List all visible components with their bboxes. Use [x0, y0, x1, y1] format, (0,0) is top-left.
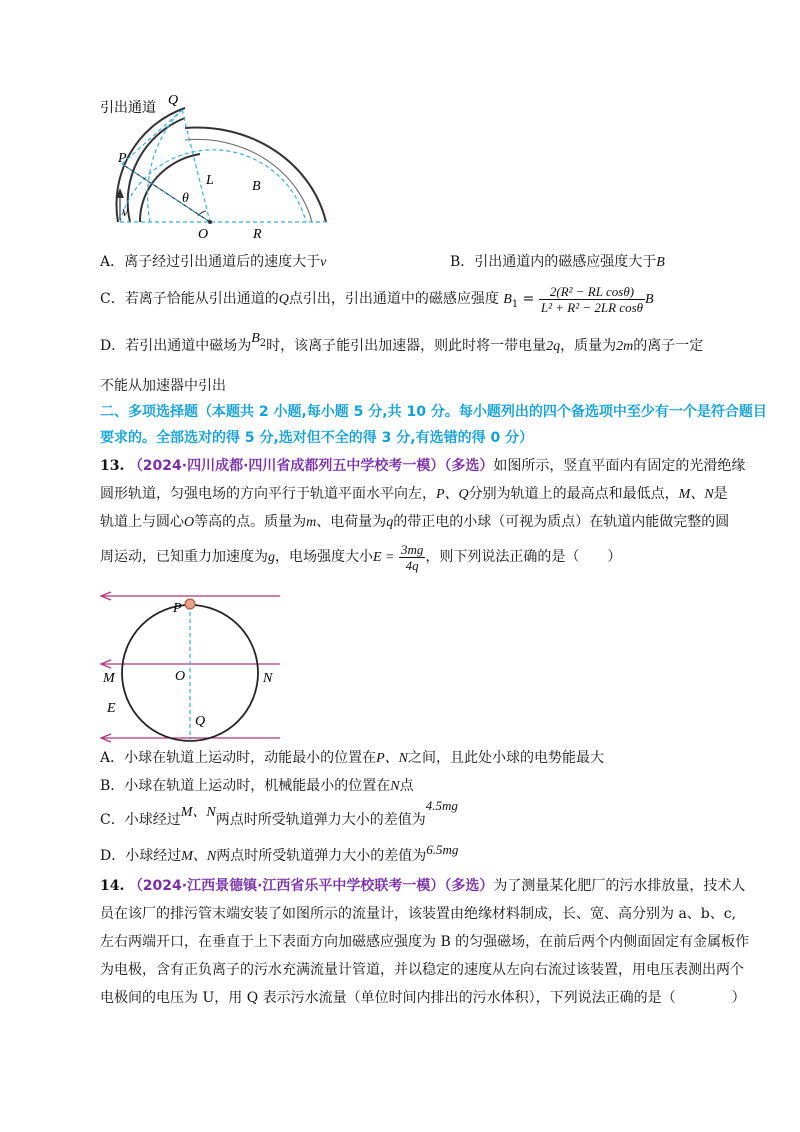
svg-text:N: N [263, 671, 273, 686]
q14-line5: 电极间的电压为 U，用 Q 表示污水流量（单位时间内排出的污水体积），下列说法正确的是（ ） [100, 990, 746, 1006]
svg-text:Q: Q [195, 714, 206, 729]
label-B: B [252, 179, 261, 194]
svg-text:P: P [173, 601, 182, 616]
cyclotron-figure [90, 90, 340, 240]
C-fraction: $\frac{\text{2(R² − RL cosθ)}}{\text{L² + R² − 2LR cosθ}}$ [540, 283, 644, 315]
label-theta: θ [182, 191, 189, 206]
label-v: v [122, 205, 129, 220]
q12-option-C[interactable]: C．若离子恰能从引出通道的Q点引出，引出通道中的磁感应强度 $B_1$ = $\frac{\text{2(R² − RL cosθ)}}{\text{L² + R² − 2LR cosθ}}$ B [100, 283, 654, 315]
channel-label: 引出通道 [100, 100, 156, 116]
q14-source: （2024·江西景德镇·江西省乐平中学校联考一模）（多选） [128, 878, 494, 894]
q13-option-B[interactable]: B．小球在轨道上运动时，机械能最小的位置在N点 [100, 778, 414, 794]
q13-option-A[interactable]: A．小球在轨道上运动时，动能最小的位置在P、N之间，且此处小球的电势能最大 [100, 750, 604, 766]
PQ-line [122, 110, 182, 164]
q14-line3: 左右两端开口，在垂直于上下表面方向加磁感应强度为 B 的匀强磁场，在前后两个内侧面固定有金属板作 [100, 934, 750, 950]
q13-line2: 圆形轨道，匀强电场的方向平行于轨道平面水平向左，P、Q分别为轨道上的最高点和最低点，M、N是 [100, 486, 728, 502]
q13-line4: 周运动，已知重力加速度为g，电场强度大小E = $\frac{3mg}{4q}$ ，则下列说法正确的是（ ） [100, 541, 622, 573]
q13-option-D[interactable]: D．小球经过M、N两点时所受轨道弹力大小的差值为6.5mg [100, 842, 459, 864]
q12-option-D[interactable]: D．若引出通道中磁场为$B_2$时，该离子能引出加速器，则此时将一带电量2q，质量为2m的离子一定 [100, 331, 704, 354]
q12-option-A[interactable]: A．离子经过引出通道后的速度大于v [100, 254, 327, 270]
section2-line2: 要求的。全部选对的得 5 分,选对但不全的得 3 分,有选错的得 0 分） [100, 430, 534, 446]
label-R: R [253, 227, 262, 240]
q13-option-C[interactable]: C．小球经过M、N两点时所受轨道弹力大小的差值为4.5mg [100, 798, 458, 828]
q14-line1: 14. （2024·江西景德镇·江西省乐平中学校联考一模）（多选）为了测量某化肥厂的污水排放量，技术人 [100, 878, 746, 894]
q12-option-D-cont: 不能从加速器中引出 [100, 378, 226, 394]
svg-text:M: M [103, 671, 115, 686]
label-Q: Q [168, 93, 179, 108]
label-P: P [118, 151, 127, 166]
section2-line1: 二、多项选择题（本题共 2 小题,每小题 5 分,共 10 分。每小题列出的四个备选项中至少有一个是符合题目 [100, 404, 767, 420]
ball [185, 599, 195, 609]
E-fraction: $\frac{3mg}{4q}$ [400, 541, 424, 573]
q13-line3: 轨道上与圆心O等高的点。质量为m、电荷量为q的带正电的小球（可视为质点）在轨道内能做完整的圆 [100, 514, 730, 530]
svg-text:E: E [107, 701, 116, 716]
q13-line1: 13. （2024·四川成都·四川省成都列五中学校考一模）（多选）如图所示，竖直平面内有固定的光滑绝缘 [100, 458, 746, 474]
accelerator-inner-arc [185, 139, 312, 222]
circular-track-figure [95, 590, 285, 745]
svg-text:O: O [175, 669, 186, 684]
label-O: O [198, 227, 209, 240]
q14-line4: 为电极，含有正负离子的污水充满流量计管道，并以稳定的速度从左向右流过该装置，用电压表测出两个 [100, 962, 744, 978]
label-L: L [206, 173, 214, 188]
q12-option-B[interactable]: B．引出通道内的磁感应强度大于B [450, 254, 665, 270]
q14-line2: 员在该厂的排污管末端安装了如图所示的流量计，该装置由绝缘材料制成，长、宽、高分别为 a、b、c, [100, 906, 737, 922]
q13-source: （2024·四川成都·四川省成都列五中学校考一模）（多选） [128, 458, 494, 474]
